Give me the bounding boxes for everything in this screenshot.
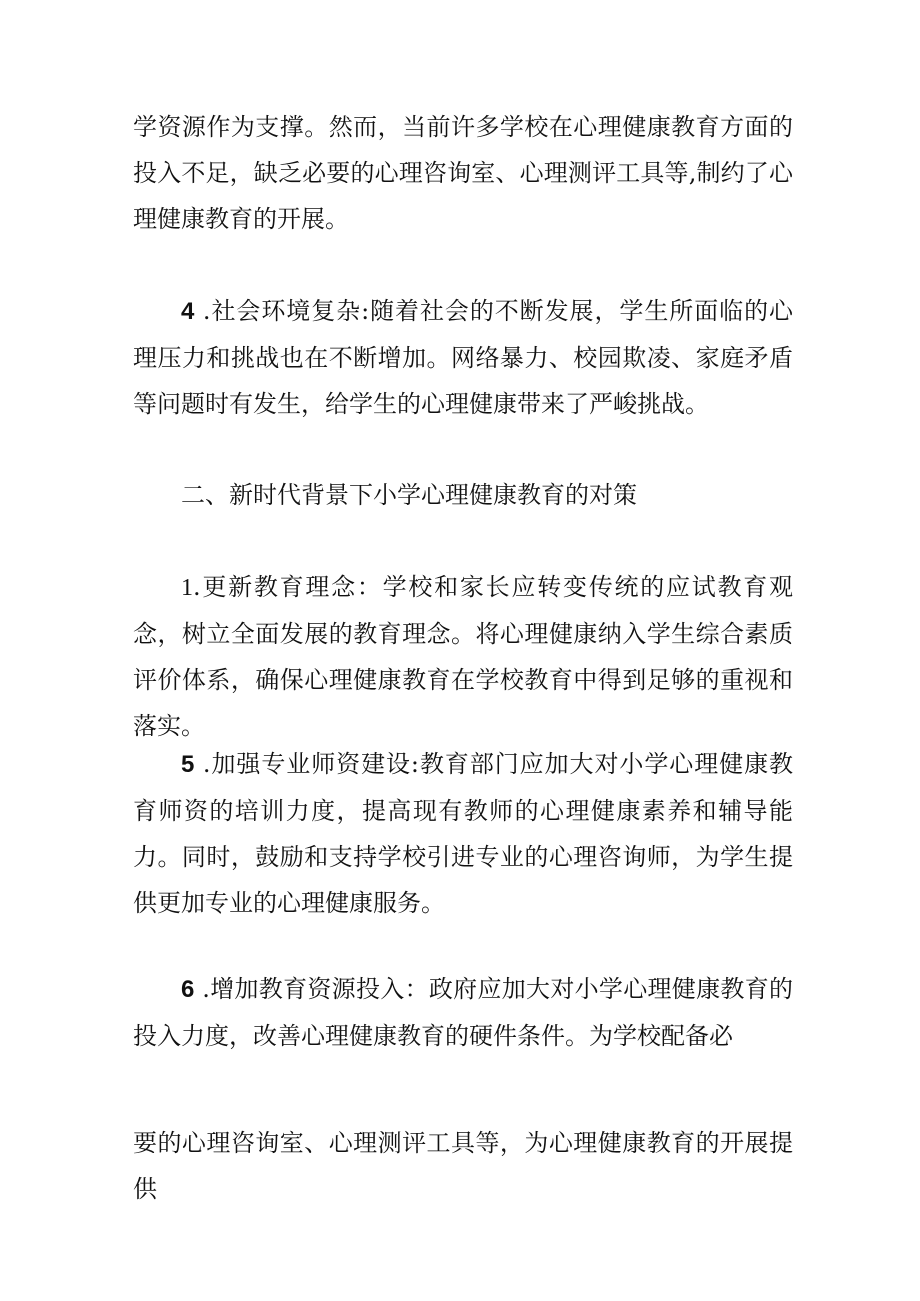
paragraph-text: 要的心理咨询室、心理测评工具等，为心理健康教育的开展提供 bbox=[133, 1129, 793, 1203]
paragraph-teacher-training bbox=[133, 741, 793, 926]
list-number: 6 bbox=[181, 976, 195, 1003]
list-number: 5 bbox=[181, 751, 195, 778]
list-number: 4 bbox=[181, 298, 195, 325]
section-heading bbox=[181, 472, 637, 518]
list-number: 1 bbox=[181, 575, 193, 601]
paragraph-text: .社会环境复杂:随着社会的不断发展，学生所面临的心理压力和挑战也在不断增加。网络暴力、校园欺凌、家庭矛盾等问题时有发生，给学生的心理健康带来了严峻挑战。 bbox=[133, 297, 793, 418]
paragraph-resources bbox=[133, 104, 793, 242]
paragraph-social-environment bbox=[133, 288, 793, 427]
paragraph-resource-investment bbox=[133, 966, 793, 1059]
heading-text: 二、新时代背景下小学心理健康教育的对策 bbox=[181, 481, 637, 509]
paragraph-text: .加强专业师资建设:教育部门应加大对小学心理健康教育师资的培训力度，提高现有教师的心理健康素养和辅导能力。同时，鼓励和支持学校引进专业的心理咨询师，为学生提供更加专业的心理健康服务。 bbox=[133, 750, 793, 917]
paragraph-text: 学资源作为支撑。然而，当前许多学校在心理健康教育方面的投入不足，缺乏必要的心理咨询室、心理测评工具等,制约了心理健康教育的开展。 bbox=[133, 113, 793, 233]
paragraph-text: .增加教育资源投入：政府应加大对小学心理健康教育的投入力度，改善心理健康教育的硬件条件。为学校配备必 bbox=[133, 975, 793, 1050]
paragraph-update-concepts bbox=[133, 564, 793, 749]
paragraph-continuation bbox=[133, 1120, 793, 1212]
paragraph-text: .更新教育理念：学校和家长应转变传统的应试教育观念，树立全面发展的教育理念。将心理健康纳入学生综合素质评价体系，确保心理健康教育在学校教育中得到足够的重视和落实。 bbox=[133, 573, 793, 740]
